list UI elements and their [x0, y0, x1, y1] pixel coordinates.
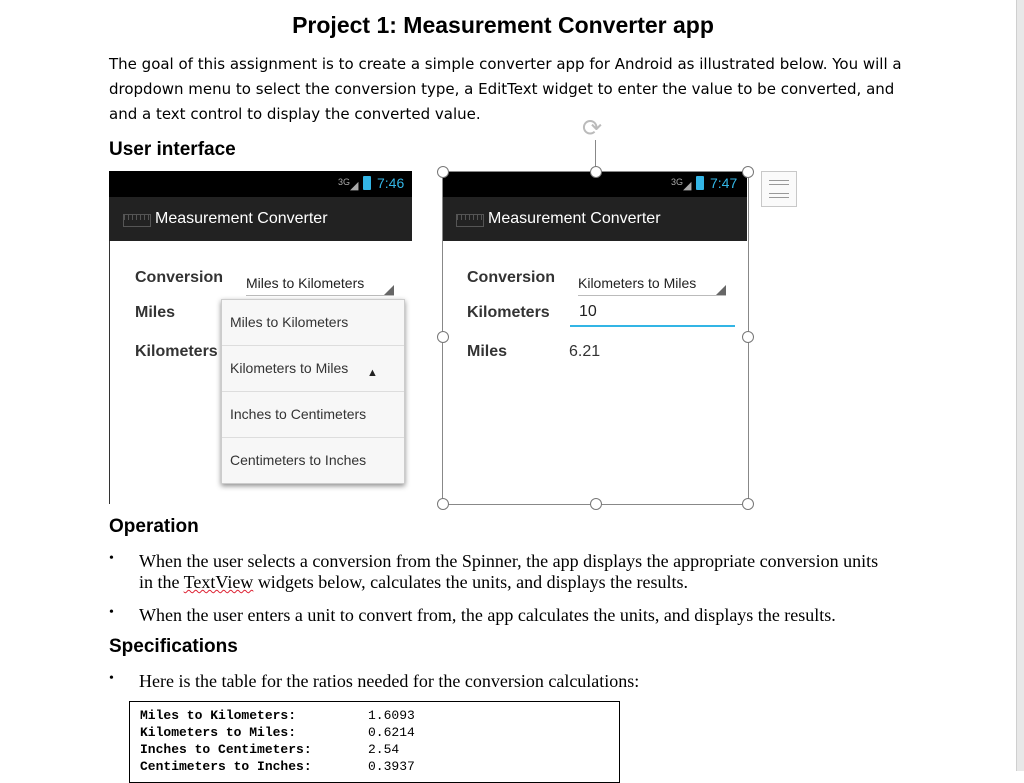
bullet-icon: •: [109, 605, 114, 620]
bullet-icon: •: [109, 671, 114, 686]
from-unit-label: Kilometers: [467, 304, 550, 321]
document-title: Project 1: Measurement Converter app: [292, 12, 714, 38]
layout-options-button[interactable]: [761, 171, 797, 207]
ratio-value: 1.6093: [368, 708, 415, 723]
action-bar: [109, 197, 412, 241]
layout-options-icon: [769, 180, 789, 181]
conversion-spinner[interactable]: [578, 275, 726, 296]
resize-handle[interactable]: [437, 166, 449, 178]
ratio-label: Centimeters to Inches:: [140, 759, 312, 774]
resize-handle[interactable]: [742, 166, 754, 178]
ratio-value: 0.3937: [368, 759, 415, 774]
status-time: 7:47: [710, 175, 738, 191]
status-bar: [109, 171, 412, 197]
dropdown-option[interactable]: Miles to Kilometers: [222, 300, 404, 346]
operation-heading: Operation: [109, 516, 199, 537]
spinner-value: Miles to Kilometers: [246, 275, 365, 291]
scrollbar-track[interactable]: [1016, 0, 1024, 771]
app-title: Measurement Converter: [488, 210, 661, 227]
signal-bars-icon: ◢: [350, 180, 359, 192]
conversion-label: Conversion: [135, 269, 224, 286]
from-unit-label: Miles: [135, 304, 176, 321]
to-unit-label: Kilometers: [135, 343, 218, 360]
to-unit-label: Miles: [467, 343, 508, 360]
value-input[interactable]: 10: [570, 303, 735, 327]
bullet-text: Here is the table for the ratios needed for the conversion calculations:: [139, 671, 640, 691]
app-body: [442, 241, 747, 504]
action-bar: [442, 197, 747, 241]
ratio-value: 2.54: [368, 742, 400, 757]
resize-handle[interactable]: [437, 331, 449, 343]
spinner-arrow-icon: [716, 285, 726, 295]
conversion-label: Conversion: [467, 269, 556, 286]
resize-handle[interactable]: [590, 498, 602, 510]
phone-screenshot-2[interactable]: [442, 171, 747, 504]
dropdown-option[interactable]: [222, 346, 404, 392]
rotate-handle-icon[interactable]: ⟳: [582, 115, 603, 142]
conversion-spinner[interactable]: [246, 275, 394, 296]
specifications-heading: Specifications: [109, 636, 238, 657]
bullet-icon: •: [109, 551, 114, 566]
battery-icon: [696, 176, 704, 190]
ratio-label: Kilometers to Miles:: [140, 725, 297, 740]
resize-handle[interactable]: [742, 331, 754, 343]
ratio-label: Inches to Centimeters:: [140, 742, 312, 757]
ruler-icon: [123, 214, 151, 227]
dropdown-option[interactable]: Inches to Centimeters: [222, 392, 404, 438]
resize-handle[interactable]: [437, 498, 449, 510]
ratio-value: 0.6214: [368, 725, 415, 740]
ruler-icon: [456, 214, 484, 227]
signal-bars-icon: ◢: [683, 180, 692, 192]
battery-icon: [363, 176, 371, 190]
intro-paragraph: The goal of this assignment is to create a simple converter app for Android as illustrated below. You will a dropdown menu to select the conversion type, a EditText widget to enter the value to be converted, and and a text control to display the converted value.: [109, 55, 902, 123]
resize-handle[interactable]: [742, 498, 754, 510]
dropdown-option[interactable]: Centimeters to Inches: [230, 452, 367, 468]
status-time: 7:46: [377, 175, 405, 191]
result-value: 6.21: [569, 343, 601, 360]
bullet-text: When the user enters a unit to convert from, the app calculates the units, and displays the results.: [139, 605, 836, 625]
ratio-label: Miles to Kilometers:: [140, 708, 297, 723]
app-title: Measurement Converter: [155, 210, 328, 227]
spinner-value: Kilometers to Miles: [578, 275, 697, 291]
spinner-dropdown: [221, 299, 405, 484]
resize-handle[interactable]: [590, 166, 602, 178]
signal-icon: 3G: [671, 177, 684, 187]
signal-icon: 3G: [338, 177, 351, 187]
dropdown-option-label: Kilometers to Miles: [230, 360, 349, 376]
mouse-cursor-icon: ▲: [367, 367, 378, 379]
phone-screenshot-1: [109, 171, 412, 504]
bullet-text: When the user selects a conversion from the Spinner, the app displays the appropriate conversion units in the TextView widgets below, calculates the units, and displays the results.: [139, 551, 879, 592]
ui-heading: User interface: [109, 139, 236, 160]
spinner-arrow-icon: [384, 285, 394, 295]
